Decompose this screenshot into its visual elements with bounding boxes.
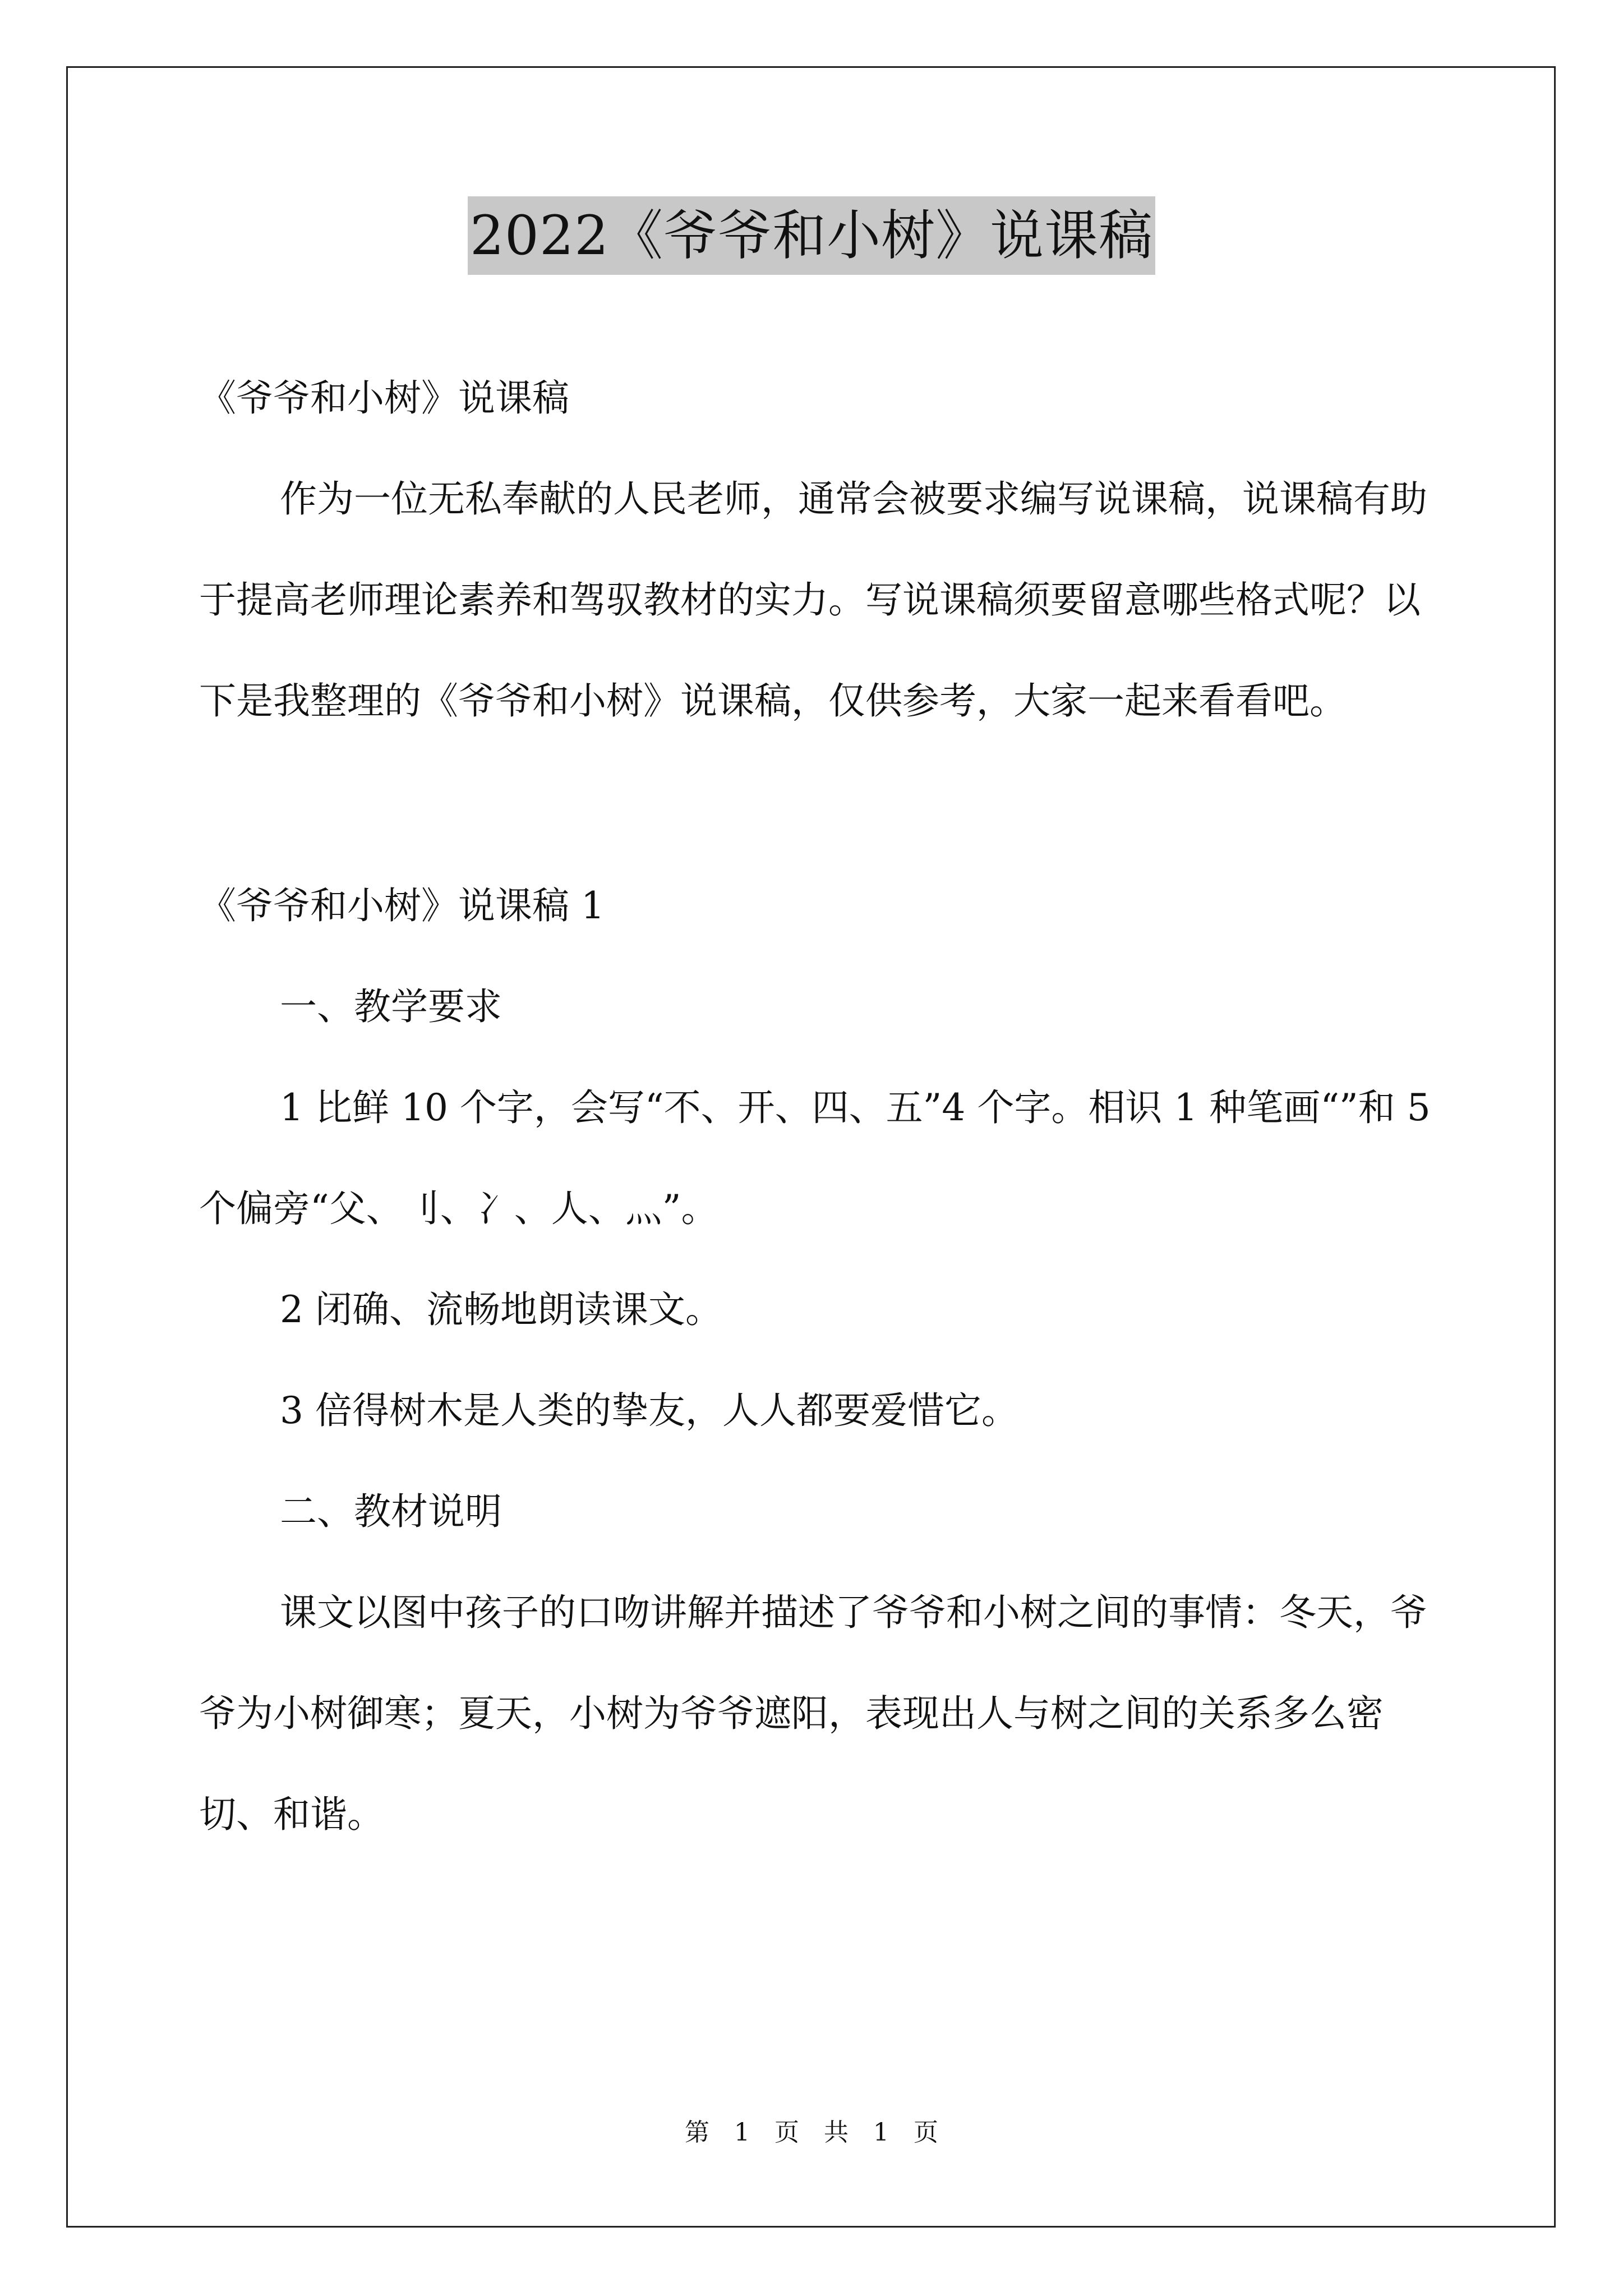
document-body xyxy=(199,348,1433,1865)
requirement-item-3: 3 倍得树木是人类的挚友，人人都要爱惜它。 xyxy=(280,1389,1018,1432)
intro-paragraph: 作为一位无私奉献的人民老师，通常会被要求编写说课稿，说课稿有助于提高老师理论素养和驾驭教材的实力。写说课稿须要留意哪些格式呢？以下是我整理的《爷爷和小树》说课稿，仅供参考，大家一起来看看吧。 xyxy=(199,477,1427,723)
title-container xyxy=(0,196,1623,275)
subtitle-paragraph: 《爷爷和小树》说课稿 xyxy=(199,376,569,420)
requirement-item-2: 2 闭确、流畅地朗读课文。 xyxy=(280,1288,722,1331)
document-title: 2022《爷爷和小树》说课稿 xyxy=(468,196,1155,275)
textbook-explanation-heading: 二、教材说明 xyxy=(280,1490,502,1533)
requirement-item-1: 1 比鲜 10 个字，会写“不、开、四、五”4 个字。相识 1 种笔画“”和 5 个偏旁“父、刂、冫、人、灬”。 xyxy=(199,1086,1431,1230)
textbook-explanation-paragraph: 课文以图中孩子的口吻讲解并描述了爷爷和小树之间的事情：冬天，爷爷为小树御寒；夏天，小树为爷爷遮阳，表现出人与树之间的关系多么密切、和谐。 xyxy=(199,1591,1427,1836)
page-footer: 第 1 页 共 1 页 xyxy=(685,2118,938,2147)
paragraph-gap xyxy=(199,752,1433,855)
section-heading: 《爷爷和小树》说课稿 1 xyxy=(199,884,605,927)
teaching-requirements-heading: 一、教学要求 xyxy=(280,985,502,1028)
